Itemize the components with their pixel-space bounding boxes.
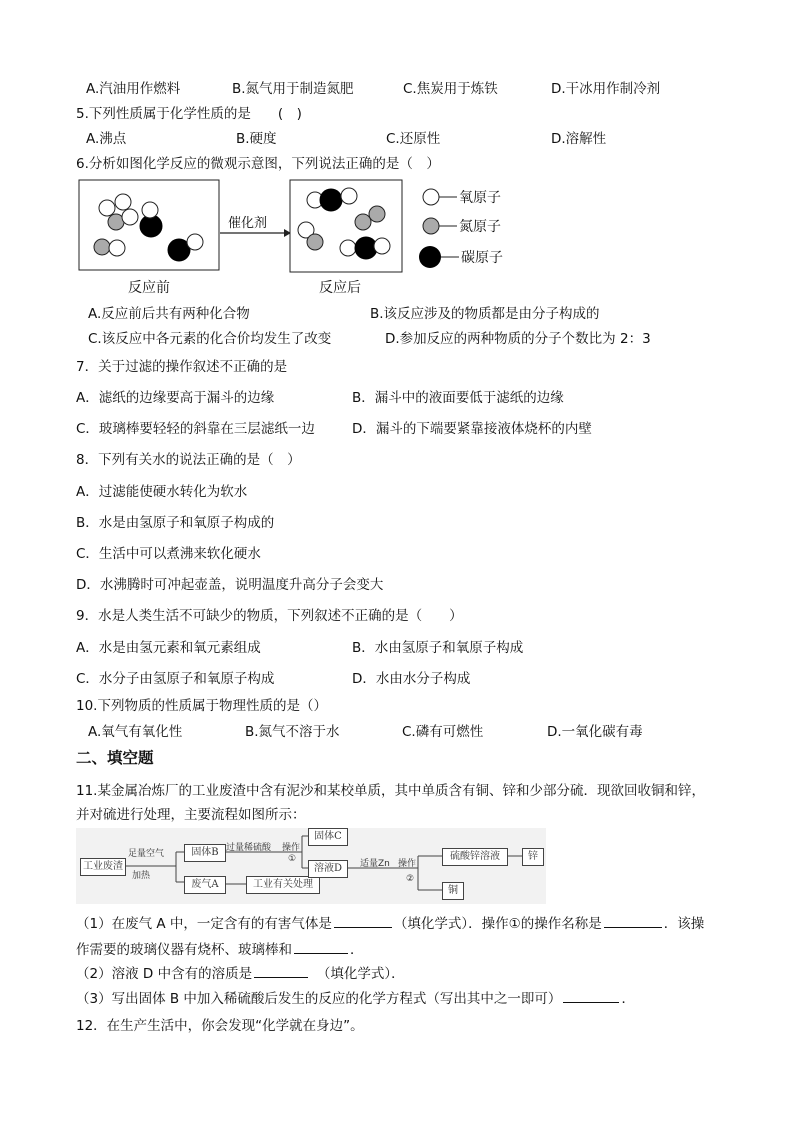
before-label: 反应前	[128, 280, 170, 296]
q4-option-c: C.焦炭用于炼铁	[403, 81, 498, 97]
flow-zinc: 锌	[522, 848, 544, 866]
oxygen-atom	[122, 209, 138, 225]
nitrogen-atom	[307, 234, 323, 250]
flow-copper: 铜	[442, 882, 464, 900]
flow-zn-label: 适量Zn	[360, 859, 390, 869]
q8-option-c: C．生活中可以煮沸来软化硬水	[76, 546, 261, 562]
q6-stem: 6.分析如图化学反应的微观示意图，下列说法正确的是（ ）	[76, 156, 440, 172]
q4-option-a: A.汽油用作燃料	[86, 81, 181, 97]
q11-sub2-text-b: （填化学式）．	[310, 966, 405, 982]
q11-stem-line1: 11.某金属冶炼厂的工业废渣中含有泥沙和某校单质，其中单质含有铜、锌和少部分硫．现欲回收铜和锌，	[76, 783, 705, 799]
oxygen-atom	[374, 238, 390, 254]
flow-industrial-waste: 工业废渣	[80, 858, 126, 876]
flow-heat-label: 加热	[132, 871, 151, 881]
nitrogen-legend-icon	[423, 218, 439, 234]
q11-sub1-line1	[76, 914, 704, 933]
flow-solution-d: 溶液D	[308, 860, 348, 878]
q9-stem: 9．水是人类生活不可缺少的物质，下列叙述不正确的是（ ）	[76, 608, 463, 624]
q5-stem: 5.下列性质属于化学性质的是 ( )	[76, 106, 302, 122]
flow-waste-treatment: 工业有关处理	[246, 876, 320, 894]
legend	[419, 189, 503, 268]
q7-option-b: B．漏斗中的液面要低于滤纸的边缘	[352, 390, 564, 406]
flow-air-label: 足量空气	[128, 849, 165, 859]
oxygen-atom	[142, 202, 158, 218]
oxygen-legend-icon	[423, 189, 439, 205]
flow-znso4-solution: 硫酸锌溶液	[442, 848, 508, 866]
answer-blank[interactable]	[334, 914, 392, 928]
q11-sub2-text-a: （2）溶液 D 中含有的溶质是	[76, 966, 253, 982]
after-label: 反应后	[319, 280, 361, 296]
q7-option-a: A．滤纸的边缘要高于漏斗的边缘	[76, 390, 275, 406]
q8-stem: 8．下列有关水的说法正确的是（ ）	[76, 452, 301, 468]
carbon-atom	[320, 189, 342, 211]
flow-op2-num: ②	[406, 874, 415, 884]
carbon-legend-icon	[419, 246, 441, 268]
q12-stem: 12．在生产生活中，你会发现“化学就在身边”。	[76, 1018, 364, 1034]
q10-option-d: D.一氧化碳有毒	[547, 724, 643, 740]
q6-option-c: C.该反应中各元素的化合价均发生了改变	[88, 331, 332, 347]
q11-sub1-text-b: （填化学式）．操作①的操作名称是	[393, 916, 602, 932]
flow-gas-a: 废气A	[184, 876, 226, 894]
q9-option-d: D．水由水分子构成	[352, 671, 471, 687]
nitrogen-atom	[355, 214, 371, 230]
q11-sub1-text-c: ．该操	[663, 916, 705, 932]
q8-option-a: A．过滤能使硬水转化为软水	[76, 484, 248, 500]
q11-sub1-line2	[76, 940, 364, 959]
oxygen-atom	[99, 200, 115, 216]
period: ．	[621, 991, 635, 1007]
legend-nitrogen: 氮原子	[459, 219, 501, 235]
q11-sub1-line2-text: 作需要的玻璃仪器有烧杯、玻璃棒和	[76, 942, 292, 958]
q5-option-b: B.硬度	[236, 131, 277, 147]
flow-acid-label: 过量稀硫酸	[226, 843, 272, 853]
q8-option-d: D．水沸腾时可冲起壶盖，说明温度升高分子会变大	[76, 577, 384, 593]
q8-option-b: B．水是由氢原子和氧原子构成的	[76, 515, 275, 531]
q6-option-d: D.参加反应的两种物质的分子个数比为 2：3	[385, 331, 651, 347]
answer-blank[interactable]	[254, 964, 308, 978]
q10-option-c: C.磷有可燃性	[402, 724, 484, 740]
flow-op1-label: 操作	[282, 843, 301, 853]
period: ．	[350, 942, 364, 958]
answer-blank[interactable]	[294, 940, 348, 954]
q7-stem: 7．关于过滤的操作叙述不正确的是	[76, 359, 288, 375]
oxygen-atom	[341, 188, 357, 204]
nitrogen-atom	[94, 239, 110, 255]
q4-option-b: B.氮气用于制造氮肥	[232, 81, 354, 97]
reaction-diagram	[70, 172, 520, 302]
q10-stem: 10.下列物质的性质属于物理性质的是（）	[76, 698, 327, 714]
q10-option-a: A.氧气有氧化性	[88, 724, 183, 740]
q11-sub3-text-a: （3）写出固体 B 中加入稀硫酸后发生的反应的化学方程式（写出其中之一即可）	[76, 991, 562, 1007]
q5-option-a: A.沸点	[86, 131, 127, 147]
q11-sub1-text-a: （1）在废气 A 中，一定含有的有害气体是	[76, 916, 332, 932]
q5-option-d: D.溶解性	[551, 131, 607, 147]
q11-sub2	[76, 964, 405, 983]
flow-op1-num: ①	[288, 854, 297, 864]
q9-option-b: B．水由氢原子和氧原子构成	[352, 640, 524, 656]
q9-option-c: C．水分子由氢原子和氧原子构成	[76, 671, 275, 687]
q9-option-a: A．水是由氢元素和氧元素组成	[76, 640, 261, 656]
oxygen-atom	[115, 194, 131, 210]
flow-op2-label: 操作	[398, 859, 417, 869]
process-flow-diagram	[76, 828, 546, 904]
oxygen-atom	[340, 240, 356, 256]
q10-option-b: B.氮气不溶于水	[245, 724, 340, 740]
q11-stem-line2: 并对硫进行处理，主要流程如图所示：	[76, 807, 306, 823]
answer-blank[interactable]	[563, 989, 619, 1003]
q5-option-c: C.还原性	[386, 131, 441, 147]
oxygen-atom	[187, 234, 203, 250]
nitrogen-atom	[369, 206, 385, 222]
oxygen-atom	[109, 240, 125, 256]
q6-option-b: B.该反应涉及的物质都是由分子构成的	[370, 306, 600, 322]
q4-option-d: D.干冰用作制冷剂	[551, 81, 661, 97]
q6-option-a: A.反应前后共有两种化合物	[88, 306, 250, 322]
legend-oxygen: 氧原子	[459, 190, 501, 206]
catalyst-label: 催化剂	[228, 216, 268, 231]
carbon-atom	[355, 237, 377, 259]
q11-sub3	[76, 989, 635, 1008]
answer-blank[interactable]	[604, 914, 662, 928]
flow-solid-c: 固体C	[308, 828, 348, 846]
flow-solid-b: 固体B	[184, 844, 226, 862]
legend-carbon: 碳原子	[461, 250, 503, 266]
q7-option-c: C．玻璃棒要轻轻的斜靠在三层滤纸一边	[76, 421, 315, 437]
q7-option-d: D．漏斗的下端要紧靠接液体烧杯的内壁	[352, 421, 592, 437]
section-heading: 二、填空题	[76, 749, 154, 767]
